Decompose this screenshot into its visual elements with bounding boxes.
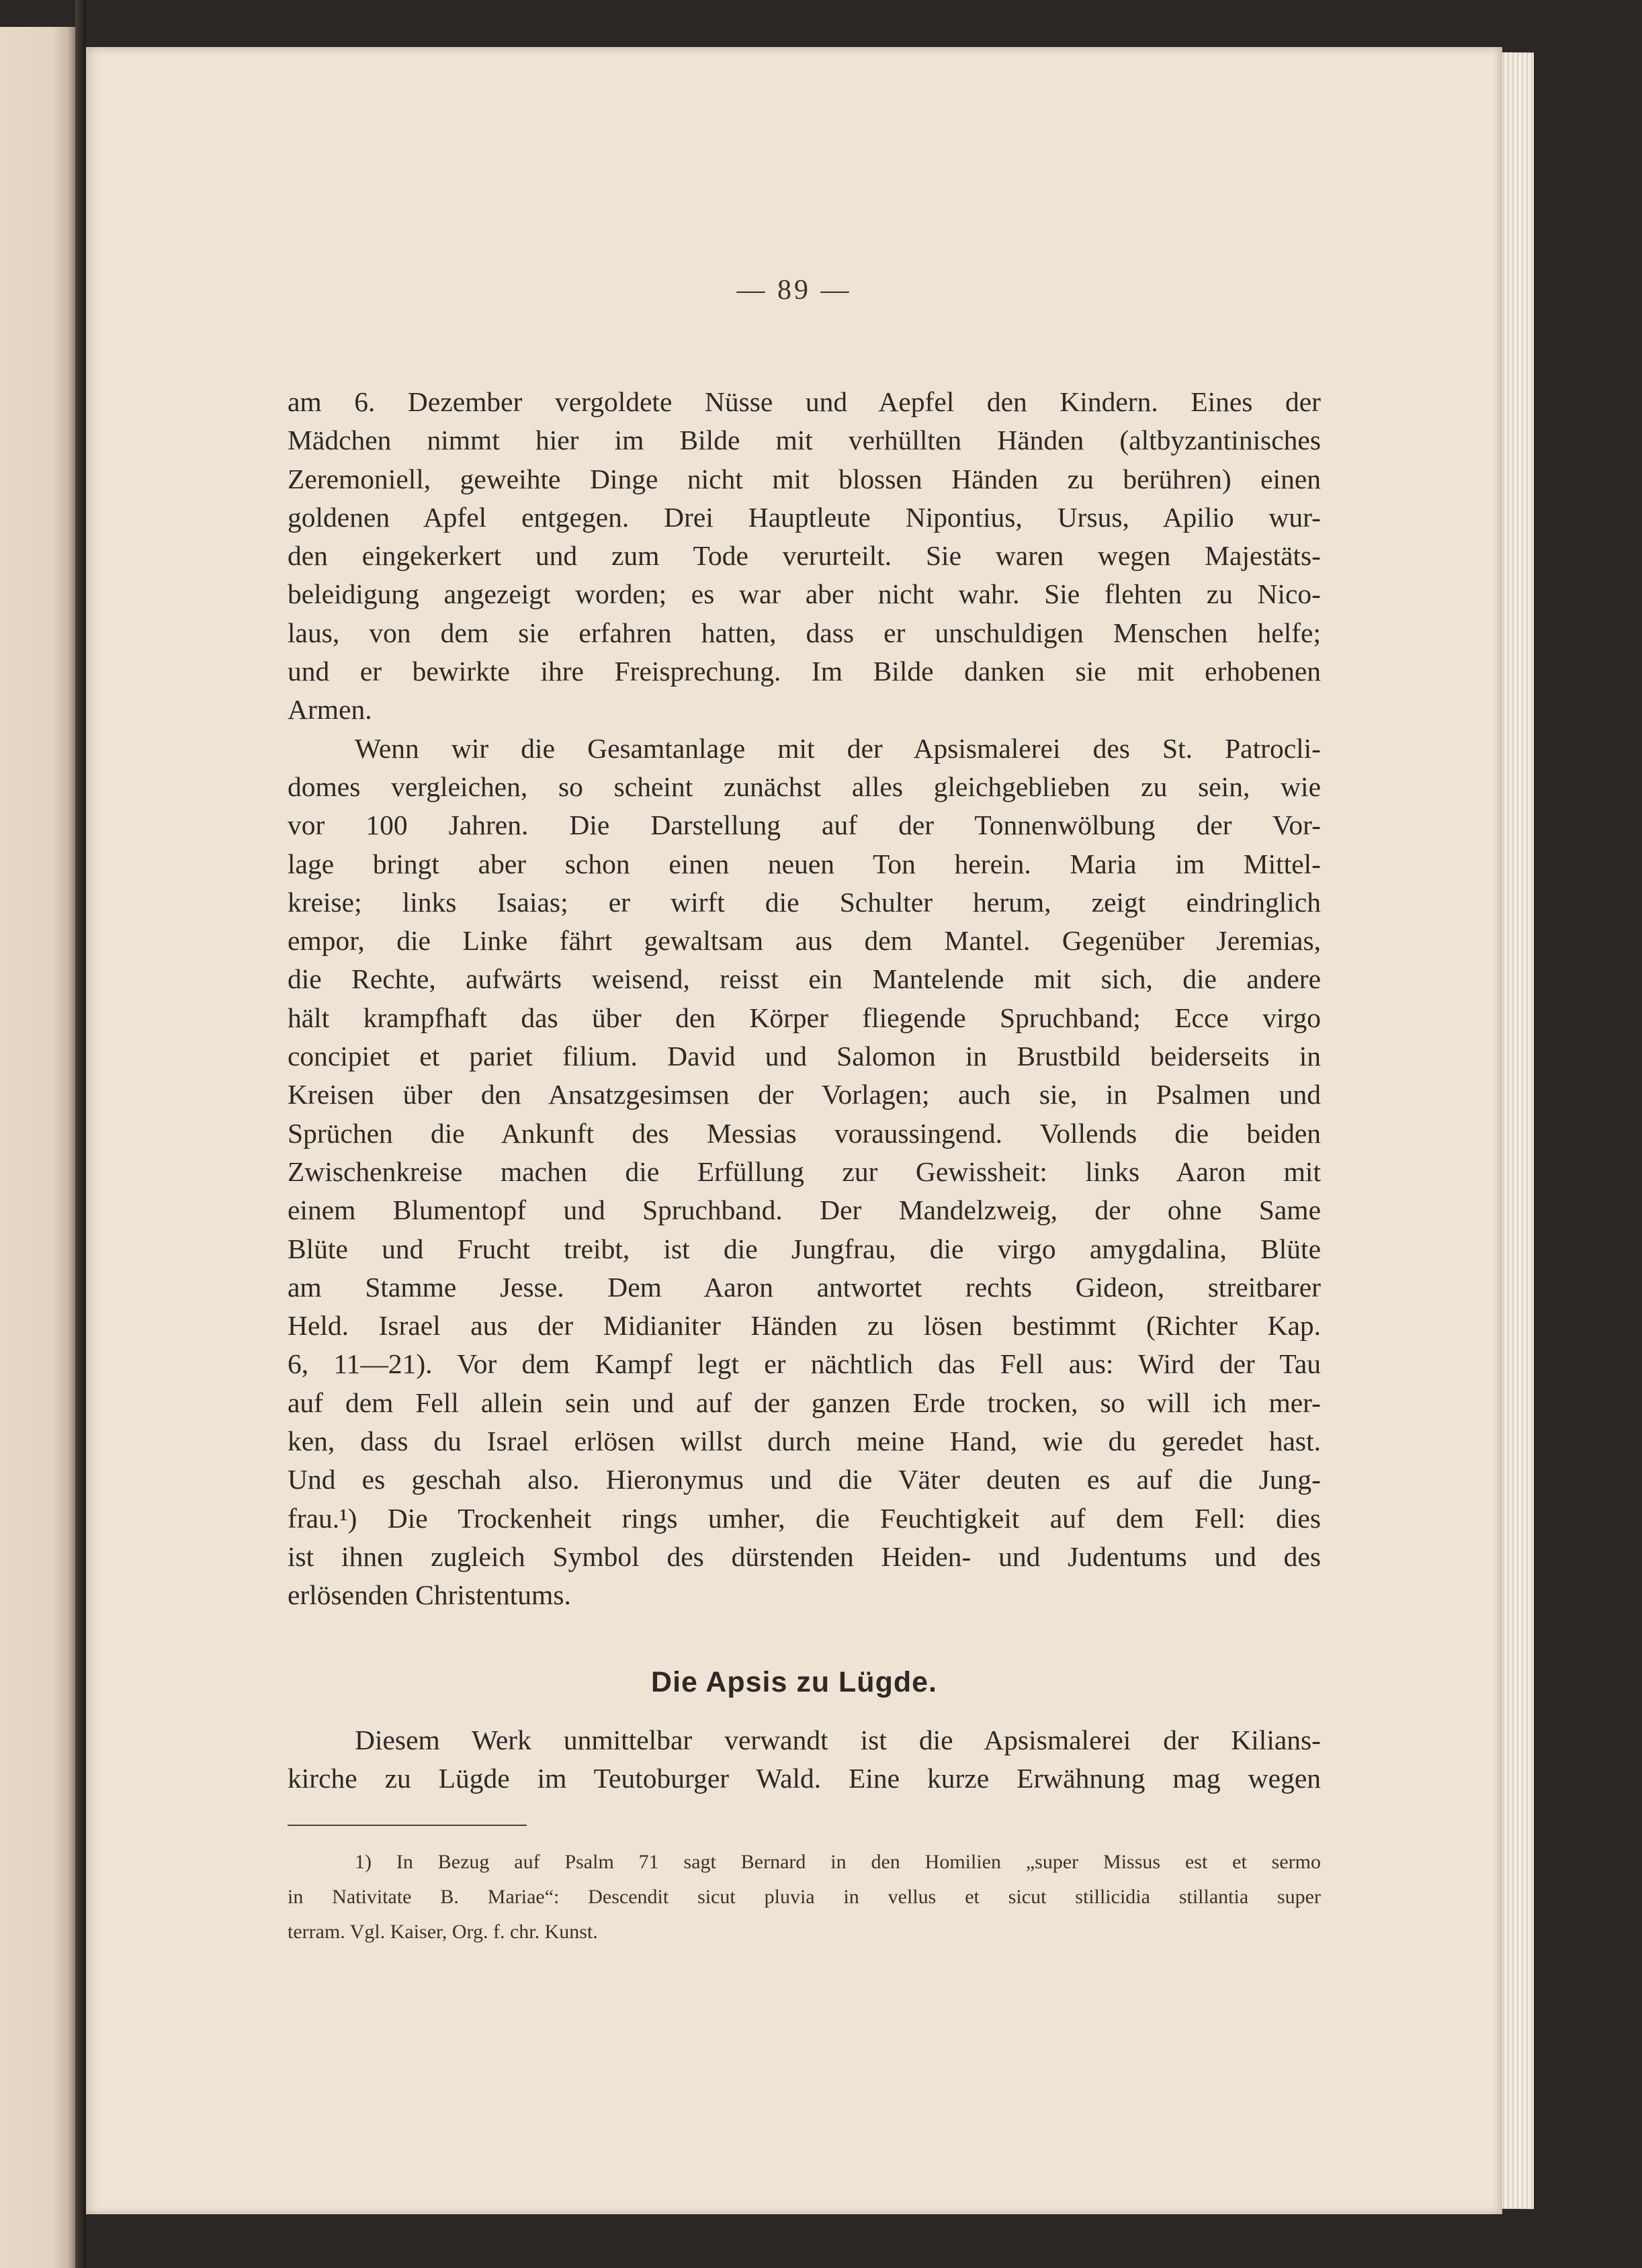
previous-page-edge [0, 27, 75, 2268]
text-line: lage bringt aber schon einen neuen Ton herein. Maria im Mittel- [288, 848, 1321, 879]
text-line: 1) In Bezug auf Psalm 71 sagt Bernard in den Homilien „super Missus est et sermo [355, 1851, 1321, 1873]
text-line: laus, von dem sie erfahren hatten, dass er unschuldigen Menschen helfe; [288, 617, 1321, 648]
text-line: Und es geschah also. Hieronymus und die Väter deuten es auf die Jung- [288, 1464, 1321, 1495]
text-line: in Nativitate B. Mariae“: Descendit sicut pluvia in vellus et sicut stillicidia stillantia super [288, 1886, 1321, 1908]
text-line: am Stamme Jesse. Dem Aaron antwortet rechts Gideon, streitbarer [288, 1271, 1321, 1303]
main-text-block [288, 383, 1321, 1615]
text-line: kreise; links Isaias; er wirft die Schulter herum, zeigt eindringlich [288, 886, 1321, 918]
text-line: Diesem Werk unmittelbar verwandt ist die Apsismalerei der Kilians- [355, 1725, 1321, 1755]
text-line: den eingekerkert und zum Tode verurteilt. Sie waren wegen Majestäts- [288, 540, 1321, 572]
text-line: Kreisen über den Ansatzgesimsen der Vorlagen; auch sie, in Psalmen und [288, 1079, 1321, 1110]
text-line: ist ihnen zugleich Symbol des dürstenden Heiden- und Judentums und des [288, 1540, 1321, 1572]
text-line: frau.¹) Die Trockenheit rings umher, die Feuchtigkeit auf dem Fell: dies [288, 1502, 1321, 1534]
footnote-block [288, 1845, 1321, 1950]
text-line: empor, die Linke fährt gewaltsam aus dem Mantel. Gegenüber Jeremias, [288, 925, 1321, 957]
text-line: am 6. Dezember vergoldete Nüsse und Aepfel den Kindern. Eines der [288, 386, 1321, 417]
text-line: und er bewirkte ihre Freisprechung. Im Bilde danken sie mit erhobenen [288, 656, 1321, 687]
text-line: Armen. [288, 694, 372, 726]
text-line: auf dem Fell allein sein und auf der ganzen Erde trocken, so will ich mer- [288, 1387, 1321, 1418]
text-line: ken, dass du Israel erlösen willst durch meine Hand, wie du geredet hast. [288, 1426, 1321, 1457]
text-line: kirche zu Lügde im Teutoburger Wald. Eine kurze Erwähnung mag wegen [288, 1763, 1321, 1794]
text-line: hält krampfhaft das über den Körper fliegende Spruchband; Ecce virgo [288, 1002, 1321, 1033]
text-line: 6, 11—21). Vor dem Kampf legt er nächtlich das Fell aus: Wird der Tau [288, 1348, 1321, 1380]
book-gutter [75, 0, 86, 2268]
text-line: Zwischenkreise machen die Erfüllung zur Gewissheit: links Aaron mit [288, 1155, 1321, 1187]
text-line: concipiet et pariet filium. David und Salomon in Brustbild beiderseits in [288, 1041, 1321, 1072]
text-line: die Rechte, aufwärts weisend, reisst ein Mantelende mit sich, die andere [288, 963, 1321, 995]
text-line: terram. Vgl. Kaiser, Org. f. chr. Kunst. [288, 1921, 598, 1943]
text-line: domes vergleichen, so scheint zunächst alles gleichgeblieben zu sein, wie [288, 771, 1321, 802]
book-page [86, 47, 1502, 2214]
text-line: erlösenden Christentums. [288, 1579, 571, 1611]
text-line: Mädchen nimmt hier im Bilde mit verhüllten Händen (altbyzantinisches [288, 425, 1321, 456]
text-line: beleidigung angezeigt worden; es war aber nicht wahr. Sie flehten zu Nico- [288, 578, 1321, 610]
text-line: Wenn wir die Gesamtanlage mit der Apsismalerei des St. Patrocli- [355, 732, 1321, 764]
text-line: Zeremoniell, geweihte Dinge nicht mit blossen Händen zu berühren) einen [288, 463, 1321, 494]
text-line: Sprüchen die Ankunft des Messias voraussingend. Vollends die beiden [288, 1117, 1321, 1149]
text-line: einem Blumentopf und Spruchband. Der Mandelzweig, der ohne Same [288, 1194, 1321, 1226]
text-line: Held. Israel aus der Midianiter Händen zu lösen bestimmt (Richter Kap. [288, 1310, 1321, 1342]
section-heading: Die Apsis zu Lügde. [651, 1666, 937, 1698]
text-line: vor 100 Jahren. Die Darstellung auf der Tonnenwölbung der Vor- [288, 810, 1321, 841]
text-line: goldenen Apfel entgegen. Drei Hauptleute Nipontius, Ursus, Apilio wur- [288, 501, 1321, 533]
text-line: Blüte und Frucht treibt, ist die Jungfrau, die virgo amygdalina, Blüte [288, 1233, 1321, 1264]
page-number: — 89 — [736, 275, 852, 306]
section-text-block [288, 1721, 1321, 1798]
footnote-separator [288, 1825, 527, 1826]
